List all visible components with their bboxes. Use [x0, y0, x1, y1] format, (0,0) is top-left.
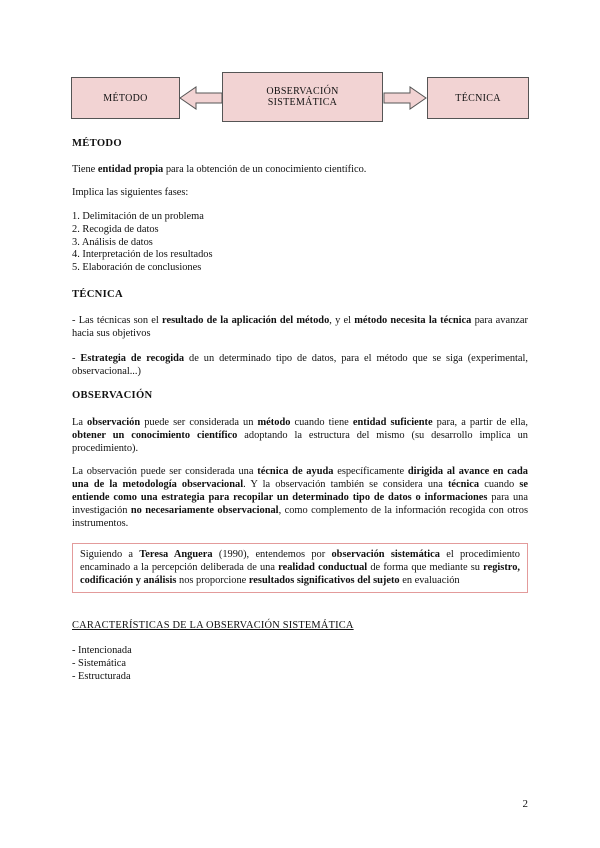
list-item: - Sistemática	[72, 657, 126, 669]
tecnica-heading: TÉCNICA	[72, 289, 123, 300]
list-item: 2. Recogida de datos	[72, 223, 159, 235]
left-arrow-icon	[178, 85, 224, 111]
metodo-box	[71, 77, 180, 119]
metodo-phases-intro: Implica las siguientes fases:	[72, 187, 189, 198]
observacion-box-line1: OBSERVACIÓN	[266, 86, 339, 97]
definition-box: Siguiendo a Teresa Anguera (1990), entendemos por observación sistemática el procedimiento encaminado a la percepción deliberada de una realidad conductual de forma que mediante su registro, codificación y análisis nos proporcione resultados significativos del sujeto en evaluación	[72, 543, 528, 593]
caracteristicas-heading: CARACTERÍSTICAS DE LA OBSERVACIÓN SISTEMÁTICA	[72, 620, 354, 631]
observacion-paragraph-2: La observación puede ser considerada una técnica de ayuda específicamente dirigida al avance en cada una de la metodología observacional. Y la observación también se considera una técnica cuando se entiende como una estrategia para recopilar un determinado tipo de datos o informaciones para una investigación no necesariamente observacional, como complemento de la información recogida con otros instrumentos.	[72, 466, 529, 529]
list-item: 4. Interpretación de los resultados	[72, 249, 213, 261]
metodo-heading: MÉTODO	[72, 138, 122, 149]
metodo-paragraph: Tiene entidad propia para la obtención de un conocimiento científico.	[72, 164, 367, 175]
observacion-box-line2: SISTEMÁTICA	[267, 97, 338, 108]
metodo-phases-list	[72, 211, 213, 275]
tecnica-bullet-1: - Las técnicas son el resultado de la aplicación del método, y el método necesita la técnica para avanzar hacia sus objetivos	[72, 315, 528, 339]
page-number: 2	[522, 798, 528, 810]
caracteristicas-list	[72, 645, 132, 683]
observacion-heading: OBSERVACIÓN	[72, 390, 153, 401]
observacion-box	[222, 72, 383, 122]
list-item: - Intencionada	[72, 645, 132, 656]
tecnica-box-label: TÉCNICA	[455, 92, 501, 104]
list-item: - Estructurada	[72, 670, 131, 682]
list-item: 5. Elaboración de conclusiones	[72, 262, 202, 274]
metodo-box-label: MÉTODO	[103, 92, 148, 104]
list-item: 3. Análisis de datos	[72, 236, 153, 248]
list-item: 1. Delimitación de un problema	[72, 211, 204, 222]
tecnica-box	[427, 77, 529, 119]
observacion-paragraph-1: La observación puede ser considerada un método cuando tiene entidad suficiente para, a partir de ella, obtener un conocimiento científico adoptando la estructura del mismo (su desarrollo implica un procedimiento).	[72, 417, 528, 454]
right-arrow-icon	[382, 85, 428, 111]
tecnica-bullet-2: - Estrategia de recogida de un determinado tipo de datos, para el método que se siga (experimental, observacional...)	[72, 353, 529, 377]
